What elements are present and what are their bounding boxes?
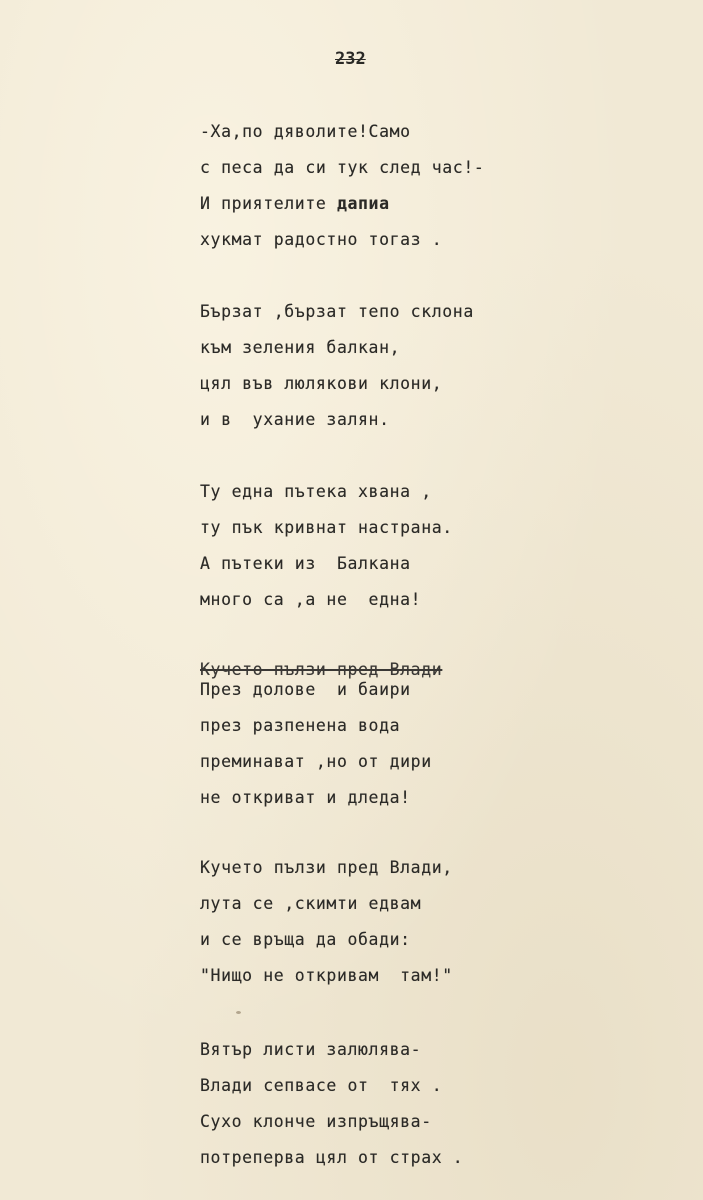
verse-line: лута се ,скимти едвам <box>200 894 422 913</box>
verse-line: ту пък кривнат настрана. <box>200 518 453 537</box>
verse-line: през разпенена вода <box>200 716 401 735</box>
verse-line: потреперва цял от страх . <box>200 1148 464 1167</box>
verse-line: хукмат радостно тогаз . <box>200 230 443 249</box>
page-number: 232 <box>335 49 366 69</box>
verse-line: Кучето пълзи пред Влади, <box>200 858 453 877</box>
verse-line-text: И приятелите <box>200 194 327 213</box>
verse-line: -Ха,по дяволите!Само <box>200 122 411 141</box>
verse-line: А пътеки из Балкана <box>200 554 411 573</box>
struck-through-line: Кучето пълзи пред Влади <box>200 660 443 679</box>
verse-line: Вятър листи залюлява- <box>200 1040 422 1059</box>
verse-line: Сухо клонче изпръщява- <box>200 1112 432 1131</box>
overtyped-word: дапиа <box>336 194 390 213</box>
verse-line: цял във люлякови клони, <box>200 374 443 393</box>
verse-line <box>200 194 390 214</box>
verse-line: не откриват и дледа! <box>200 788 411 807</box>
verse-line: "Нищо не откривам там!" <box>200 966 453 985</box>
verse-line: През долове и баири <box>200 680 411 699</box>
verse-line: Бързат ,бързат тепо склона <box>200 302 474 321</box>
verse-line: към зеления балкан, <box>200 338 401 357</box>
verse-line: с песа да си тук след час!- <box>200 158 485 177</box>
verse-line: Влади сепвасе от тях . <box>200 1076 443 1095</box>
verse-line: и се връща да обади: <box>200 930 411 949</box>
verse-line: Ту една пътека хвана , <box>200 482 432 501</box>
verse-line: много са ,а не една! <box>200 590 422 609</box>
verse-line: и в ухание залян. <box>200 410 390 429</box>
ink-mark <box>236 1011 241 1014</box>
verse-line: преминават ,но от дири <box>200 752 432 771</box>
